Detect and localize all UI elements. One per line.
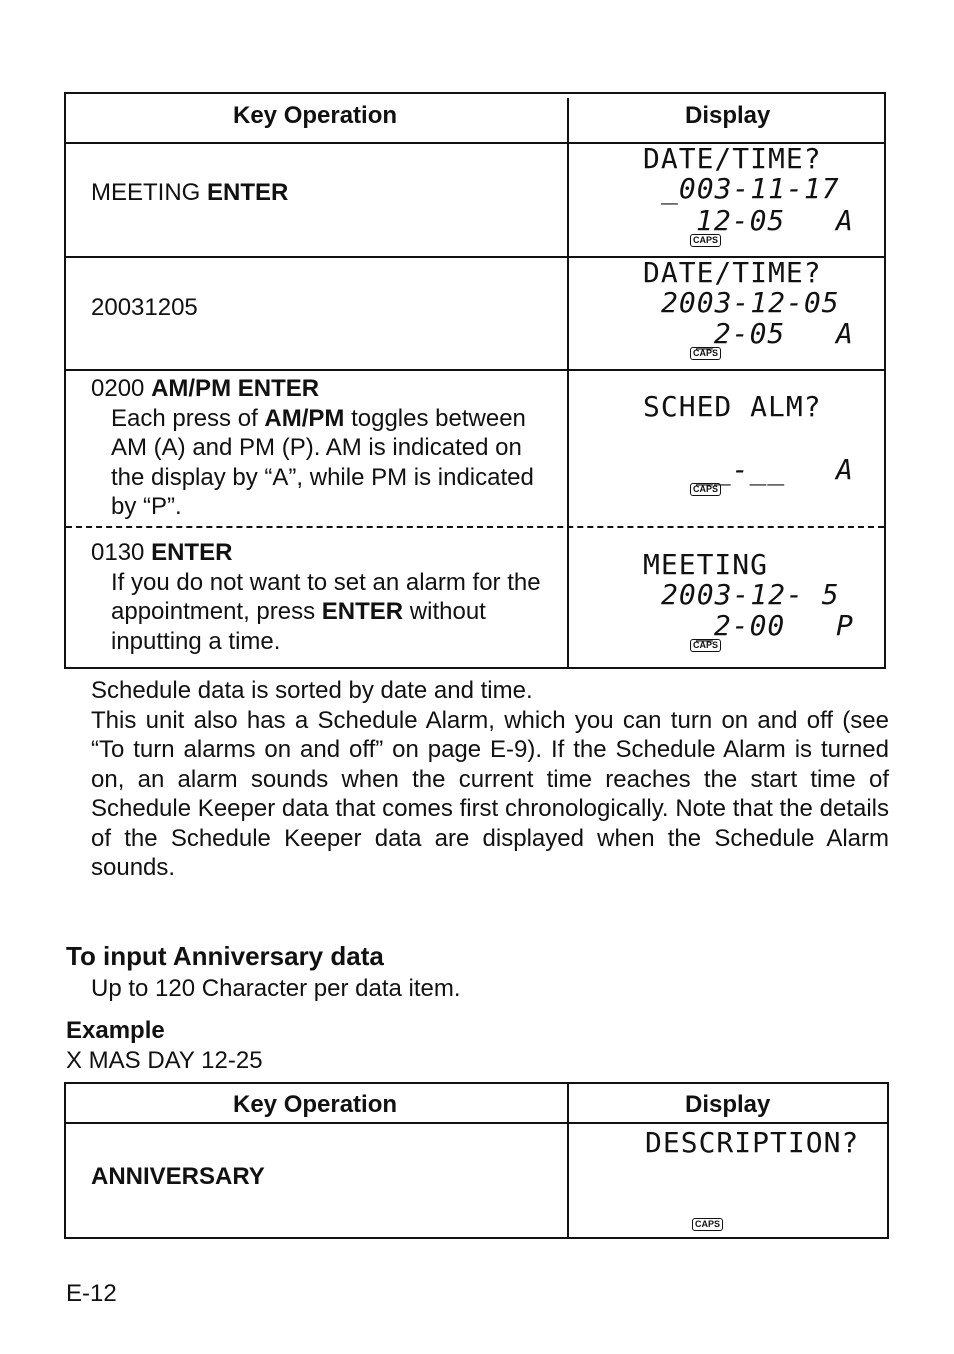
note-text: Each press of: [111, 404, 265, 432]
row2-key-operation: 20031205: [91, 294, 198, 321]
lcd-line-1: SCHED ALM?: [643, 390, 822, 423]
note-bold-text: ENTER: [321, 598, 404, 625]
lcd-line-3: _2-05: [696, 317, 786, 350]
key-bold-text: ANNIVERSARY: [91, 1163, 265, 1190]
section-heading: To input Anniversary data: [66, 941, 384, 971]
lcd-line-1: DATE/TIME?: [643, 256, 822, 289]
lcd-line-1: DESCRIPTION?: [645, 1126, 860, 1159]
caps-indicator-icon: CAPS: [690, 639, 721, 652]
row1-key-operation: [91, 178, 288, 208]
lcd-am-pm-indicator: A: [836, 317, 854, 350]
body-text: [91, 676, 889, 883]
key-prefix-text: 0200: [91, 375, 152, 402]
dashed-row-divider: [66, 526, 884, 528]
lcd-line-3: _2-00: [696, 609, 786, 642]
caps-indicator-icon: CAPS: [690, 483, 721, 496]
note-text: without inputting a time.: [111, 598, 486, 655]
example-label: Example: [66, 1017, 165, 1044]
row3-note: [91, 404, 561, 522]
lcd-am-pm-indicator: A: [836, 453, 854, 486]
paragraph: Schedule data is sorted by date and time.: [91, 677, 533, 704]
lcd-line-3: __-__: [696, 453, 786, 486]
section-subtitle: Up to 120 Character per data item.: [91, 975, 461, 1002]
col-header-display: Display: [685, 1091, 771, 1118]
col-header-key-operation: Key Operation: [233, 102, 398, 129]
lcd-line-1: MEETING: [643, 548, 769, 581]
paragraph: This unit also has a Schedule Alarm, which you can turn on and off (see “To turn alarms on and off” on page E-9). If the Schedule Alarm is turned on, an alarm sounds when the current time reaches the start time of Schedule Keeper data that comes first chronologically. Note that the details of the Schedule Keeper data are displayed when the Schedule Alarm sounds.: [91, 706, 889, 881]
caps-indicator-icon: CAPS: [690, 234, 721, 247]
key-bold-text: ENTER: [207, 179, 289, 206]
row-divider: [66, 1122, 887, 1124]
row3-key-operation: [91, 374, 561, 522]
row-divider: [66, 369, 884, 371]
note-text: If you do not want to set an alarm for the appointment, press: [111, 568, 541, 625]
lcd-line-1: DATE/TIME?: [643, 142, 822, 175]
lcd-line-2: 2003-12- 5: [661, 578, 840, 611]
key-prefix-text: 0130: [91, 539, 152, 566]
example-text: X MAS DAY 12-25: [66, 1047, 263, 1074]
key-bold-text: ENTER: [151, 539, 233, 566]
col-header-key-operation: Key Operation: [233, 1091, 398, 1118]
key-prefix-text: MEETING: [91, 179, 208, 206]
lcd-line-2: _003-11-17: [661, 172, 840, 205]
lcd-am-pm-indicator: P: [836, 609, 854, 642]
note-bold-text: AM/PM: [264, 404, 345, 432]
anniversary-key-operation: [91, 1162, 265, 1192]
row4-key-operation: [91, 538, 561, 656]
column-divider: [567, 98, 569, 669]
key-bold-text: AM/PM ENTER: [151, 375, 320, 402]
column-divider: [567, 1084, 569, 1237]
schedule-key-table: [64, 92, 886, 669]
row4-note: [91, 568, 561, 657]
lcd-line-2: 2003-12-05: [661, 286, 840, 319]
caps-indicator-icon: CAPS: [690, 347, 721, 360]
lcd-am-pm-indicator: A: [836, 204, 854, 237]
lcd-line-3: 12-05: [696, 204, 786, 237]
anniversary-key-table: [64, 1082, 889, 1239]
page-number: E-12: [66, 1280, 117, 1307]
col-header-display: Display: [685, 102, 771, 129]
note-text: toggles between AM (A) and PM (P). AM is indicated on the display by “A”, while PM is indicated by “P”.: [111, 404, 534, 520]
caps-indicator-icon: CAPS: [692, 1218, 723, 1231]
